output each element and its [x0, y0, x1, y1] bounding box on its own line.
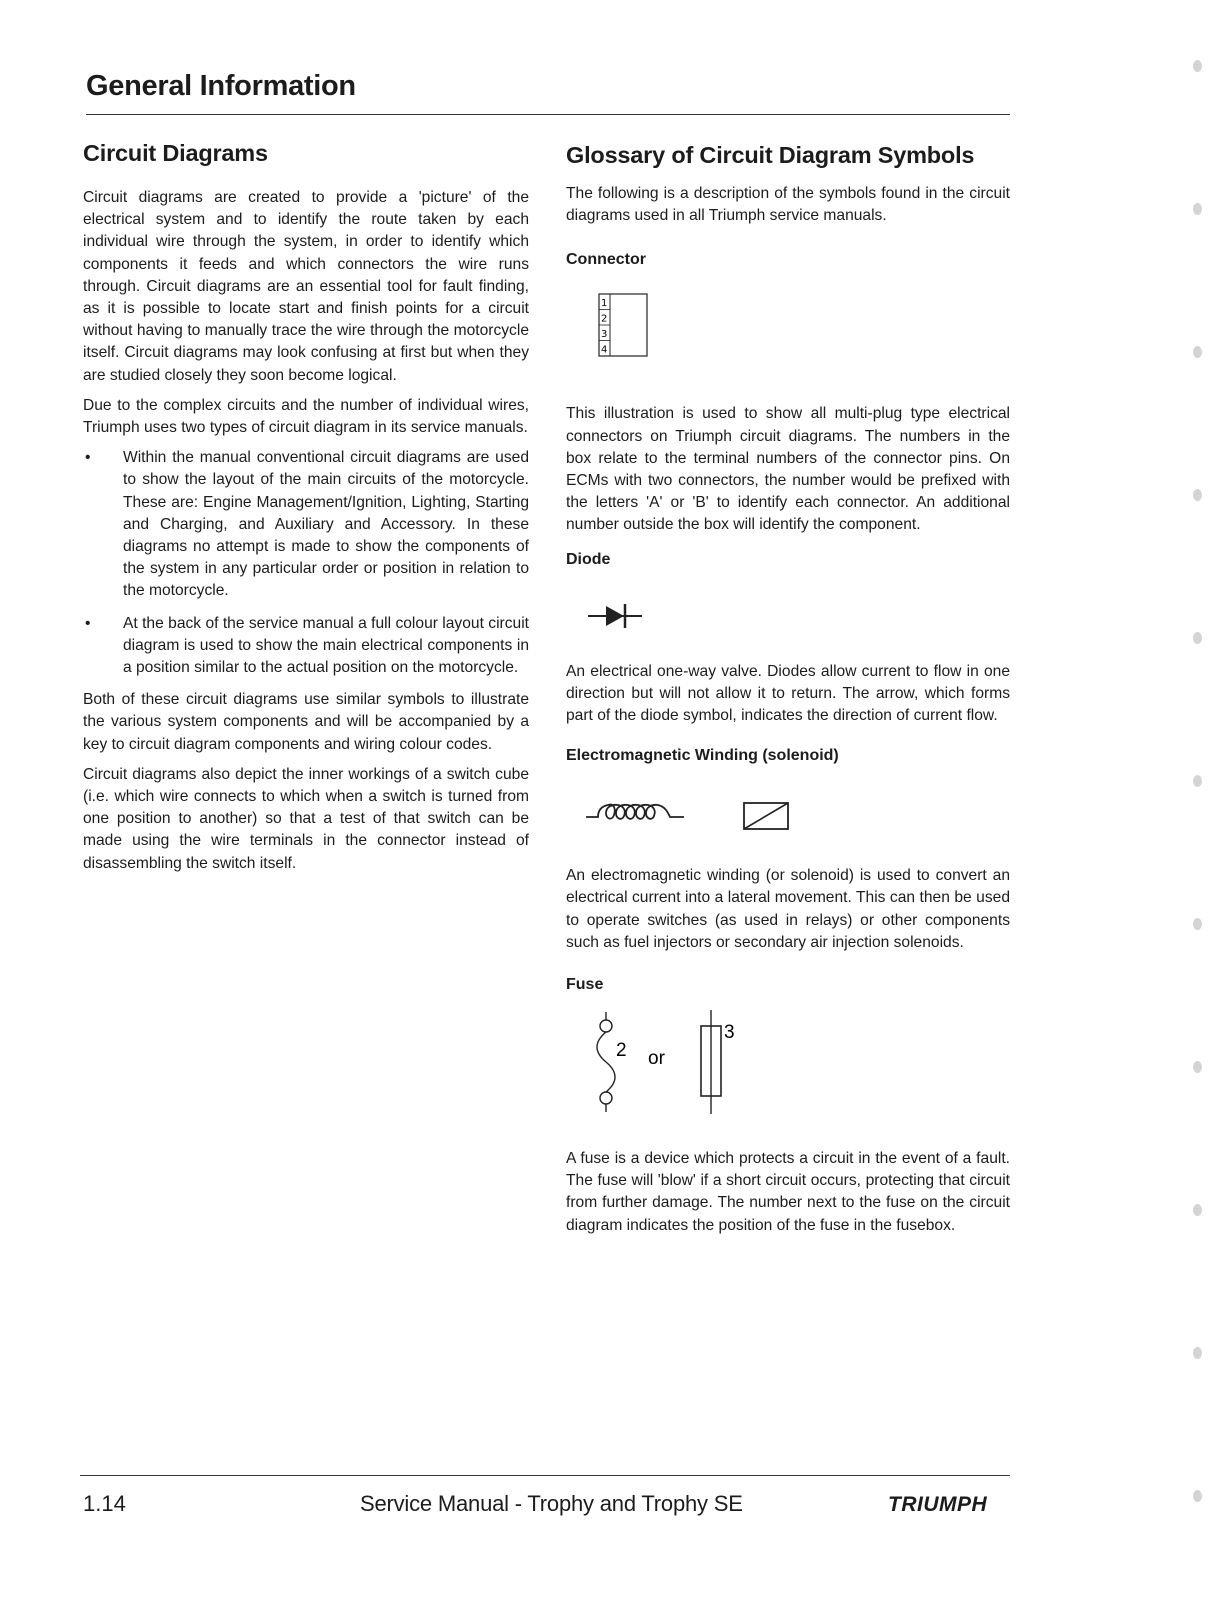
paragraph: Circuit diagrams also depict the inner workings of a switch cube (i.e. which wire connects to which when a switch is turned from one position to another) so that a test of that switch can be made using the wire terminals in the connector instead of disassembling the switch itself.	[83, 765, 529, 872]
list-item	[83, 613, 529, 680]
page-number: 1.14	[83, 1491, 126, 1516]
list-item-text: Within the manual conventional circuit diagrams are used to show the layout of the main circuits of the motorcycle. These are: Engine Management/Ignition, Lighting, Starting and Charging, and Auxiliary and Accessory. In these diagrams no attempt is made to show the components of the system in any particular order or position in relation to the motorcycle.	[123, 449, 529, 600]
punch-hole	[1193, 203, 1202, 215]
punch-hole	[1193, 1490, 1202, 1502]
header-rule	[86, 114, 1010, 115]
diode-symbol-icon	[586, 603, 656, 633]
punch-hole	[1193, 60, 1202, 72]
list-item	[83, 447, 529, 602]
page-title: General Information	[86, 70, 356, 102]
connector-pin-label: 1	[601, 298, 608, 310]
winding-heading: Electromagnetic Winding (solenoid)	[566, 747, 839, 765]
connector-pin-label: 2	[601, 313, 608, 325]
punch-hole	[1193, 1204, 1202, 1216]
footer-rule	[80, 1475, 1010, 1476]
punch-hole	[1193, 918, 1202, 930]
fuse-number-label: 3	[724, 1022, 735, 1044]
punch-hole	[1193, 775, 1202, 787]
paragraph: An electrical one-way valve. Diodes allow current to flow in one direction but will not allow it to return. The arrow, which forms part of the diode symbol, indicates the direction of current flow.	[566, 662, 1010, 725]
paragraph: This illustration is used to show all multi-plug type electrical connectors on Triumph circuit diagrams. The numbers in the box relate to the terminal numbers of the connector pins. On ECMs with two connectors, the number would be prefixed with the letters 'A' or 'B' to identify each connector. An additional number outside the box will identify the component.	[566, 405, 1010, 534]
paragraph: Due to the complex circuits and the number of individual wires, Triumph uses two types of circuit diagram in its service manuals.	[83, 396, 529, 437]
paragraph: The following is a description of the symbols found in the circuit diagrams used in all Triumph service manuals.	[566, 185, 1010, 225]
connector-pin-label: 3	[601, 329, 608, 341]
bullet-icon: •	[85, 449, 91, 467]
paragraph: Both of these circuit diagrams use similar symbols to illustrate the various system components and will be accompanied by a key to circuit diagram components and wiring colour codes.	[83, 691, 529, 753]
winding-symbol-icon	[584, 795, 824, 835]
triumph-logo: TRIUMPH	[888, 1493, 988, 1516]
left-column	[83, 140, 529, 883]
manual-title: Service Manual - Trophy and Trophy SE	[360, 1491, 743, 1516]
paragraph: An electromagnetic winding (or solenoid) is used to convert an electrical current into a lateral movement. This can then be used to operate switches (as used in relays) or other components such as fuel injectors or secondary air injection solenoids.	[566, 867, 1010, 951]
connector-symbol-icon	[598, 293, 678, 383]
punch-hole	[1193, 489, 1202, 501]
punch-hole	[1193, 632, 1202, 644]
bullet-list	[83, 447, 529, 679]
fuse-heading: Fuse	[566, 976, 604, 994]
fuse-symbol-icon	[590, 1010, 790, 1130]
connector-heading: Connector	[566, 251, 646, 269]
punch-hole	[1193, 346, 1202, 358]
diode-heading: Diode	[566, 550, 611, 568]
bullet-icon: •	[85, 614, 91, 632]
section-heading-circuit-diagrams: Circuit Diagrams	[83, 140, 268, 166]
punch-hole	[1193, 1347, 1202, 1359]
section-heading-glossary: Glossary of Circuit Diagram Symbols	[566, 142, 975, 168]
paragraph: Circuit diagrams are created to provide a 'picture' of the electrical system and to identify the route taken by each individual wire through the system, in order to identify which components it feeds and which connectors the wire runs through. Circuit diagrams are an essential tool for fault finding, as it is possible to locate start and finish points for a circuit without having to manually trace the wire through the motorcycle itself. Circuit diagrams may look confusing at first but when they are studied closely they soon become logical.	[83, 189, 529, 384]
list-item-text: At the back of the service manual a full colour layout circuit diagram is used to show the main electrical components in a position similar to the actual position on the motorcycle.	[123, 614, 529, 677]
punch-hole	[1193, 1061, 1202, 1073]
paragraph: A fuse is a device which protects a circuit in the event of a fault. The fuse will 'blow' if a short circuit occurs, protecting that circuit from further damage. The number next to the fuse on the circuit diagram indicates the position of the fuse in the fusebox.	[566, 1150, 1010, 1234]
fuse-number-label: 2	[616, 1040, 627, 1062]
right-column	[566, 140, 1010, 1245]
fuse-or-label: or	[648, 1048, 665, 1070]
connector-pin-label: 4	[601, 344, 608, 356]
